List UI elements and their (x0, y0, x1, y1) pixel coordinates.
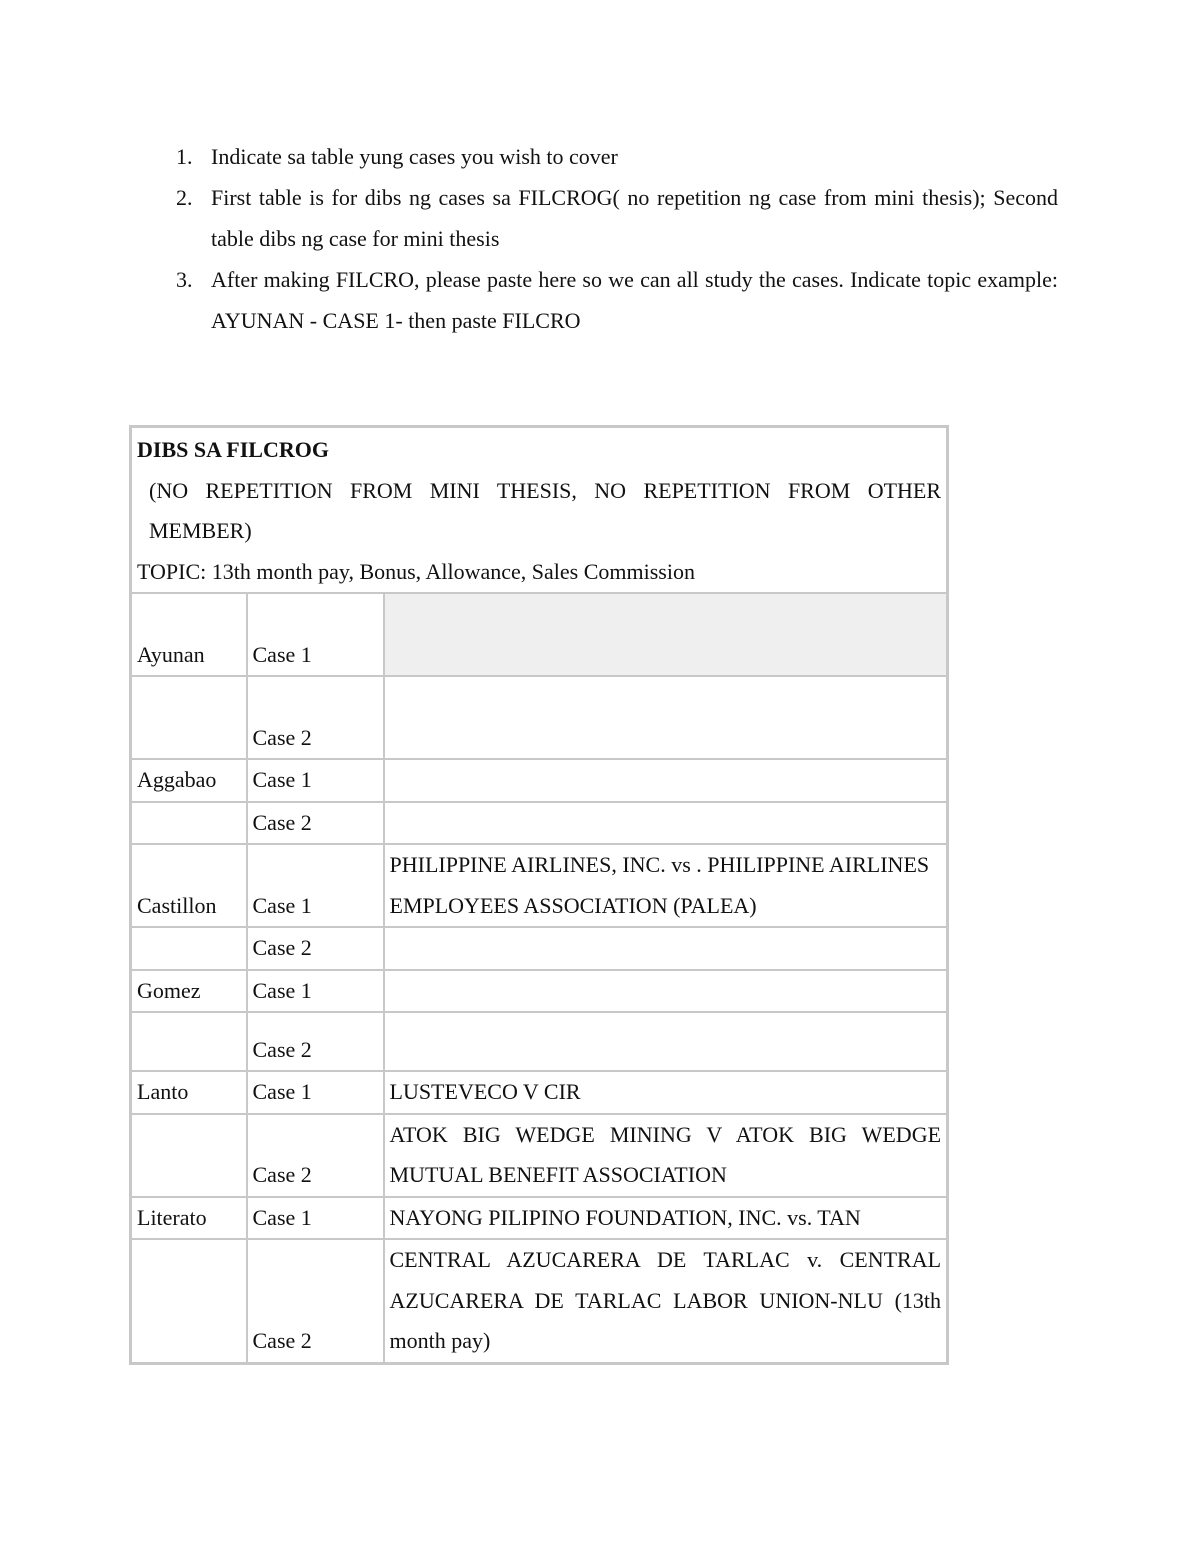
case-cell: Case 2 (247, 1012, 384, 1071)
instruction-item (172, 136, 1058, 177)
case-title-cell[interactable] (384, 759, 948, 802)
instruction-text: First table is for dibs ng cases sa FILCROG( no repetition ng case from mini thesis); Second table dibs ng case for mini thesis (211, 185, 1058, 251)
table-row (131, 970, 948, 1013)
case-title-cell[interactable] (384, 676, 948, 759)
instructions-list (172, 136, 1058, 341)
table-row (131, 844, 948, 927)
case-cell: Case 1 (247, 970, 384, 1013)
member-cell: Lanto (131, 1071, 247, 1114)
table-row (131, 593, 948, 676)
table-row (131, 1239, 948, 1363)
table-row (131, 676, 948, 759)
case-title-cell[interactable]: PHILIPPINE AIRLINES, INC. vs . PHILIPPINE AIRLINES EMPLOYEES ASSOCIATION (PALEA) (384, 844, 948, 927)
table-row (131, 1071, 948, 1114)
member-cell: Ayunan (131, 593, 247, 676)
table-row (131, 802, 948, 845)
case-title-cell[interactable] (384, 802, 948, 845)
table-note: (NO REPETITION FROM MINI THESIS, NO REPETITION FROM OTHER MEMBER) (149, 477, 942, 543)
member-cell (131, 1114, 247, 1197)
member-cell: Gomez (131, 970, 247, 1013)
case-cell: Case 2 (247, 676, 384, 759)
case-cell: Case 1 (247, 759, 384, 802)
case-cell: Case 2 (247, 1239, 384, 1363)
member-cell (131, 927, 247, 970)
instruction-number: 1. (176, 144, 193, 169)
member-cell: Aggabao (131, 759, 247, 802)
instruction-number: 3. (176, 267, 193, 292)
member-cell (131, 802, 247, 845)
instruction-text: Indicate sa table yung cases you wish to cover (211, 144, 618, 169)
case-cell: Case 1 (247, 844, 384, 927)
table-topic: TOPIC: 13th month pay, Bonus, Allowance, Sales Commission (137, 558, 695, 584)
member-cell: Literato (131, 1197, 247, 1240)
instruction-text: After making FILCRO, please paste here so we can all study the cases. Indicate topic example: AYUNAN - CASE 1- then paste FILCRO (211, 267, 1058, 333)
case-cell: Case 2 (247, 1114, 384, 1197)
member-cell (131, 676, 247, 759)
table-row (131, 927, 948, 970)
case-title-cell[interactable] (384, 970, 948, 1013)
table-header-row (131, 427, 948, 594)
member-cell: Castillon (131, 844, 247, 927)
case-cell: Case 1 (247, 1197, 384, 1240)
case-title-cell[interactable] (384, 1012, 948, 1071)
table-title: DIBS SA FILCROG (137, 437, 329, 462)
case-cell: Case 1 (247, 1071, 384, 1114)
case-cell: Case 2 (247, 927, 384, 970)
instruction-item (172, 177, 1058, 259)
case-title-cell[interactable] (384, 927, 948, 970)
table-row (131, 1114, 948, 1197)
instruction-item (172, 259, 1058, 341)
table-row (131, 1197, 948, 1240)
case-title-cell[interactable]: ATOK BIG WEDGE MINING V ATOK BIG WEDGE MUTUAL BENEFIT ASSOCIATION (384, 1114, 948, 1197)
case-title-cell[interactable]: CENTRAL AZUCARERA DE TARLAC v. CENTRAL AZUCARERA DE TARLAC LABOR UNION-NLU (13th month pay) (384, 1239, 948, 1363)
case-title-cell[interactable]: NAYONG PILIPINO FOUNDATION, INC. vs. TAN (384, 1197, 948, 1240)
instruction-number: 2. (176, 185, 193, 210)
case-cell: Case 1 (247, 593, 384, 676)
member-cell (131, 1012, 247, 1071)
table-row (131, 759, 948, 802)
member-cell (131, 1239, 247, 1363)
table-row (131, 1012, 948, 1071)
table-header-cell (131, 427, 948, 594)
case-cell: Case 2 (247, 802, 384, 845)
case-title-cell[interactable] (384, 593, 948, 676)
case-title-cell[interactable]: LUSTEVECO V CIR (384, 1071, 948, 1114)
dibs-table (129, 425, 949, 1365)
